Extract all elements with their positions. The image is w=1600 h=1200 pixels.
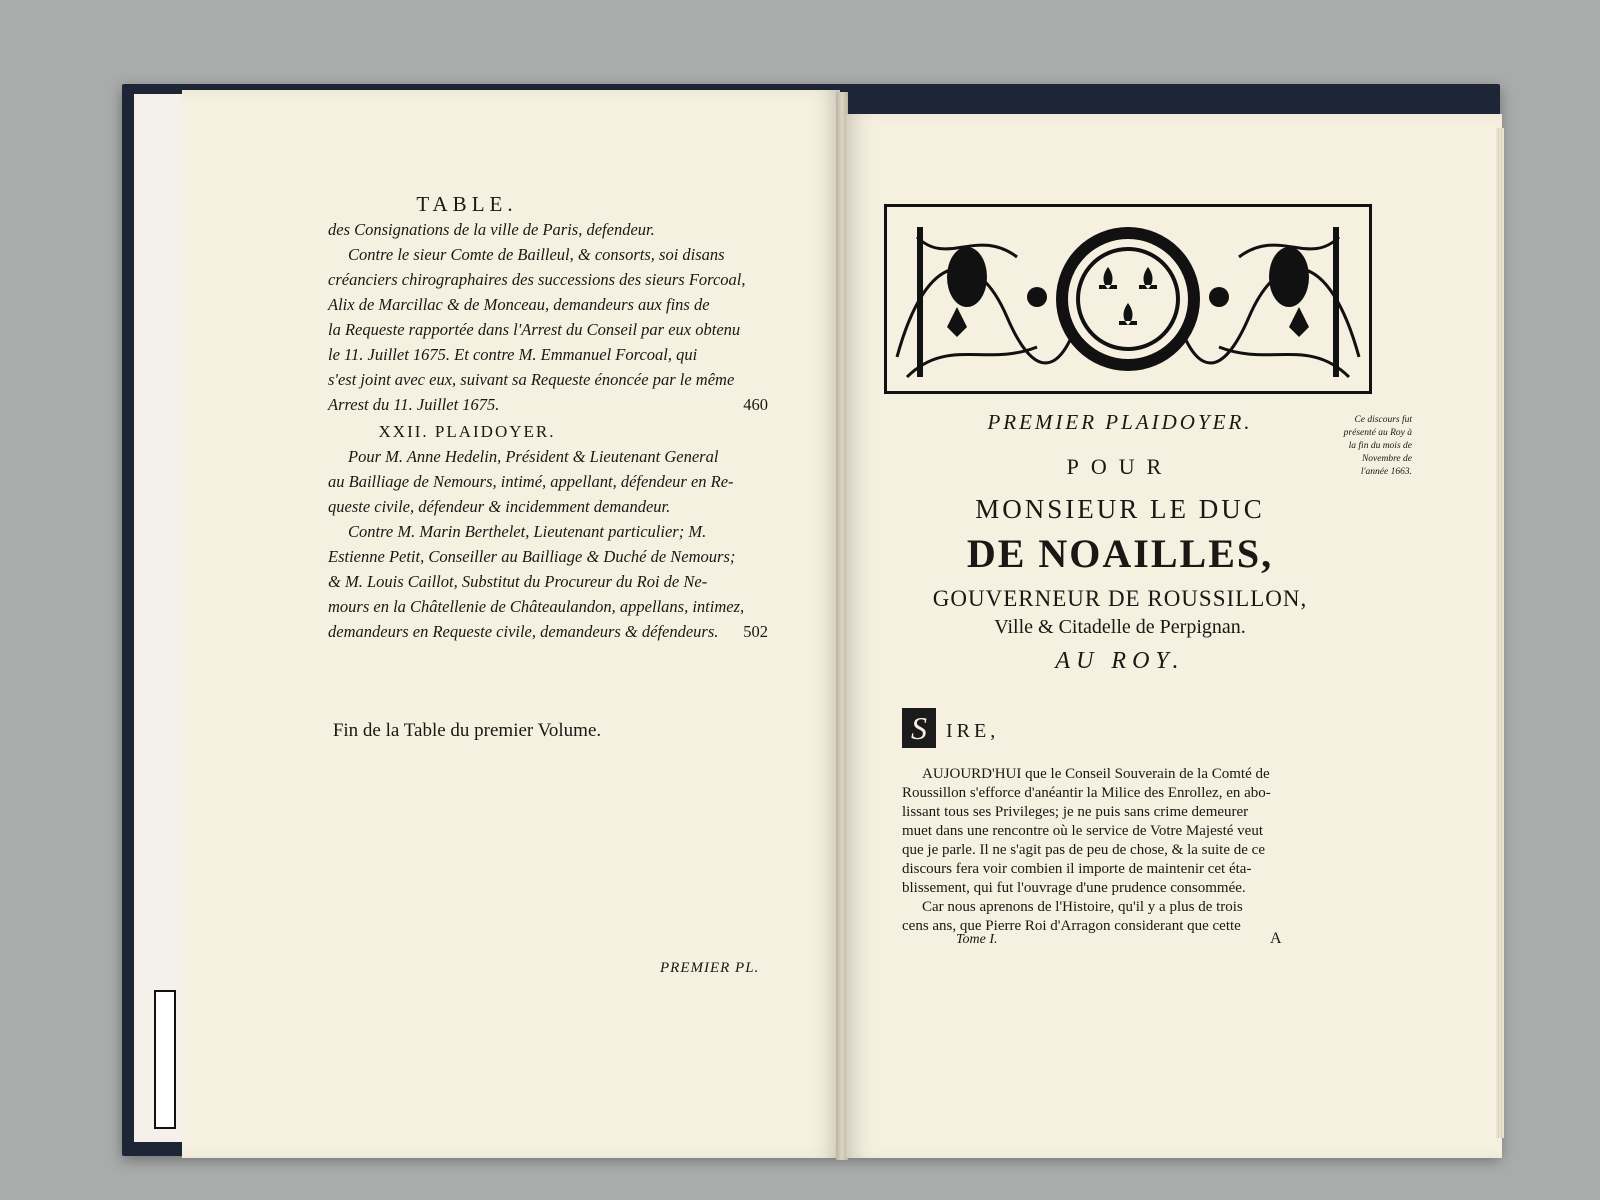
body-line: AUJOURD'HUI que le Conseil Souverain de la Comté de <box>922 766 1270 782</box>
text-line <box>328 622 768 642</box>
body-line: discours fera voir combien il importe de maintenir cet éta- <box>902 861 1252 877</box>
monsieur-line: MONSIEUR LE DUC <box>975 494 1265 524</box>
body-line: cens ans, que Pierre Roi d'Arragon considerant que cette <box>902 918 1241 934</box>
text-line: Pour M. Anne Hedelin, Président & Lieutenant General <box>348 447 719 466</box>
salutation: IRE, <box>946 720 1000 742</box>
section-heading: XXII. PLAIDOYER. <box>378 422 556 441</box>
fleur-de-lis-headpiece-icon <box>884 204 1372 394</box>
au-roy-line: AU ROY. <box>1055 648 1185 674</box>
left-page <box>182 90 840 1158</box>
right-page <box>846 114 1502 1158</box>
body-line: que je parle. Il ne s'agit pas de peu de chose, & la suite de ce <box>902 842 1265 858</box>
flyleaf-frame <box>154 990 176 1129</box>
text-line-content: demandeurs en Requeste civile, demandeurs & défendeurs. <box>328 622 719 641</box>
page-edges <box>1496 128 1504 1138</box>
text-line: Contre M. Marin Berthelet, Lieutenant particulier; M. <box>348 522 707 541</box>
volume-signature: Tome I. <box>956 932 998 947</box>
margin-note: Ce discours fut présenté au Roy à la fin du mois de Novembre de l'année 1663. <box>1343 415 1412 477</box>
text-line: Estienne Petit, Conseiller au Bailliage & Duché de Nemours; <box>328 547 736 566</box>
text-line: queste civile, défendeur & incidemment demandeur. <box>328 497 671 516</box>
text-line: des Consignations de la ville de Paris, defendeur. <box>328 220 655 239</box>
text-line: au Bailliage de Nemours, intimé, appellant, défendeur en Re- <box>328 472 734 491</box>
noailles-line: DE NOAILLES, <box>966 531 1274 576</box>
catchword: PREMIER PL. <box>660 960 760 976</box>
body-line: blissement, qui fut l'ouvrage d'une prudence consommée. <box>902 880 1246 896</box>
body-line: muet dans une rencontre où le service de Votre Majesté veut <box>902 823 1263 839</box>
page-reference: 460 <box>743 395 768 414</box>
text-line: mours en la Châtellenie de Châteaulandon, appellans, intimez, <box>328 597 745 616</box>
page-reference: 502 <box>743 622 768 641</box>
ville-line: Ville & Citadelle de Perpignan. <box>994 616 1246 638</box>
end-of-table-note: Fin de la Table du premier Volume. <box>332 720 602 741</box>
text-line: le 11. Juillet 1675. Et contre M. Emmanuel Forcoal, qui <box>328 345 698 364</box>
table-title: TABLE. <box>416 192 518 216</box>
text-line: la Requeste rapportée dans l'Arrest du Conseil par eux obtenu <box>328 320 741 339</box>
body-line: Car nous aprenons de l'Histoire, qu'il y a plus de trois <box>922 899 1243 915</box>
gathering-signature: A <box>1270 930 1282 947</box>
text-line: & M. Louis Caillot, Substitut du Procureur du Roi de Ne- <box>328 572 708 591</box>
pour-line: POUR <box>1066 454 1174 479</box>
text-line-content: Arrest du 11. Juillet 1675. <box>328 395 500 414</box>
gouverneur-line: GOUVERNEUR DE ROUSSILLON, <box>932 586 1308 611</box>
text-line: s'est joint avec eux, suivant sa Requeste énoncée par le même <box>328 370 735 389</box>
plaidoyer-title: PREMIER PLAIDOYER. <box>987 410 1253 434</box>
text-line: Alix de Marcillac & de Monceau, demandeurs aux fins de <box>328 295 710 314</box>
text-line <box>328 395 768 415</box>
body-line: Roussillon s'efforce d'anéantir la Milice des Enrollez, en abo- <box>902 785 1271 801</box>
text-line: Contre le sieur Comte de Bailleul, & consorts, soi disans <box>348 245 725 264</box>
text-line: créanciers chirographaires des successions des sieurs Forcoal, <box>328 270 746 289</box>
body-line: lissant tous ses Privileges; je ne puis sans crime demeurer <box>902 804 1249 820</box>
drop-cap: S <box>902 708 936 748</box>
